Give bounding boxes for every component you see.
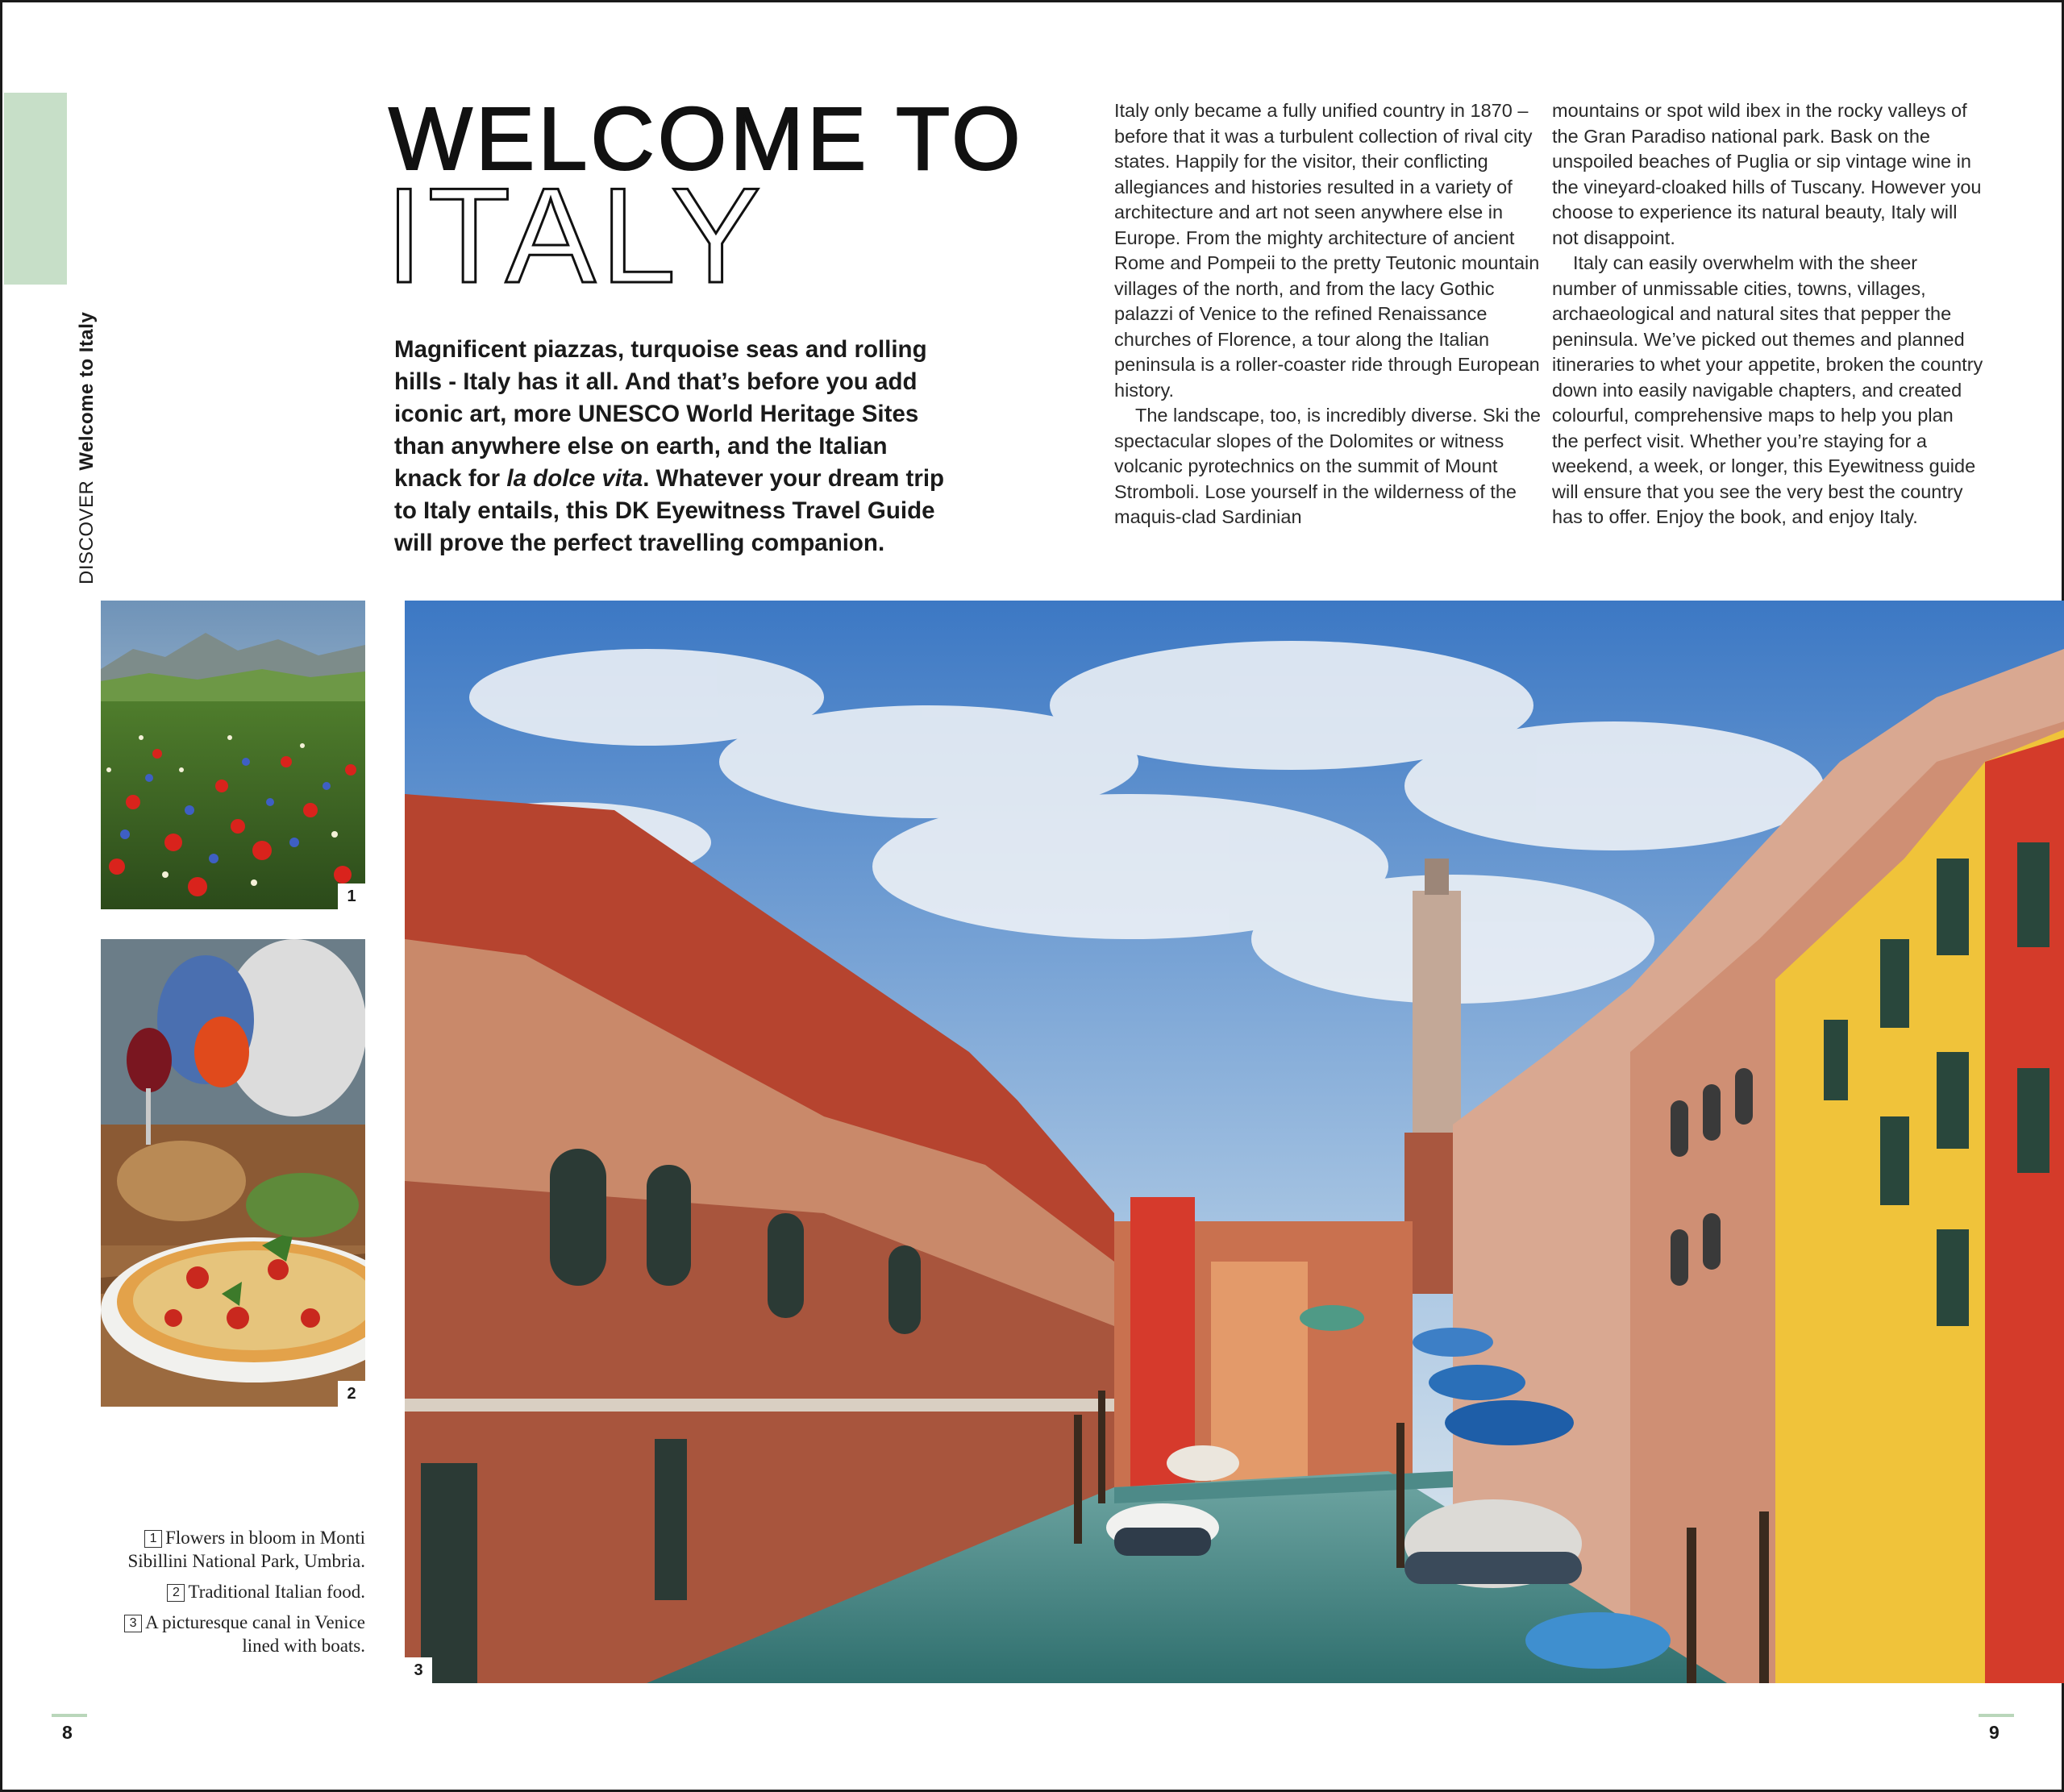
headline-line-1: WELCOME TO — [389, 89, 1024, 189]
body-paragraph-2b: mountains or spot wild ibex in the rocky valleys of the Gran Paradiso national park. Bask on the unspoiled beaches of Puglia or sip vintage wine in the vineyard-cloaked hills of Tuscany. However you choose to experience its natural beauty, Italy will not disappoint. — [1552, 100, 1982, 248]
headline-line-2: ITALY — [385, 160, 766, 311]
folio-bar-left — [52, 1714, 87, 1717]
caption-text-2: Traditional Italian food. — [188, 1582, 365, 1602]
photo-number-3: 3 — [405, 1657, 432, 1683]
caption-number-3: 3 — [124, 1615, 142, 1632]
intro-italic: la dolce vita — [506, 465, 643, 492]
section-name: DISCOVER — [76, 480, 98, 584]
italian-food-photo — [101, 939, 365, 1407]
caption-text-1: Flowers in bloom in Monti Sibillini National Park, Umbria. — [127, 1528, 365, 1571]
section-title: Welcome to Italy — [76, 311, 98, 471]
intro-text-end: . Whatever your dream trip to Italy entails, this DK Eyewitness Travel Guide will prove the perfect travelling companion. — [394, 465, 945, 556]
body-paragraph-1: Italy only became a fully unified country in 1870 – before that it was a turbulent collection of rival city states. Happily for the visitor, their conflicting allegiances and histories resulted in a variety of architecture and art not seen anywhere else in Europe. From the mighty architecture of ancient Rome and Pompeii to the pretty Teutonic mountain villages of the north, and from the lacy Gothic palazzi of Venice to the refined Renaissance churches of Florence, a tour along the Italian peninsula is a roller-coaster ride through European history. — [1114, 100, 1540, 401]
body-column-2 — [1552, 98, 1983, 530]
section-tab — [4, 93, 67, 285]
body-column-1 — [1114, 98, 1546, 530]
caption-number-2: 2 — [167, 1584, 185, 1602]
photo-number-2: 2 — [338, 1381, 365, 1407]
photo-captions — [121, 1526, 365, 1665]
caption-3 — [121, 1611, 365, 1657]
intro-text-start: Magnificent piazzas, turquoise seas and rolling hills - Italy has it all. And that’s before you add iconic art, more UNESCO World Heritage Sites than anywhere else on earth, and the Italian knack for — [394, 336, 927, 492]
caption-text-3: A picturesque canal in Venice lined with boats. — [145, 1612, 365, 1656]
folio-bar-right — [1979, 1714, 2014, 1717]
caption-1 — [121, 1526, 365, 1573]
page-number-left: 8 — [62, 1722, 73, 1743]
section-label — [76, 312, 98, 584]
caption-2 — [121, 1580, 365, 1603]
body-paragraph-2a: The landscape, too, is incredibly diverse. Ski the spectacular slopes of the Dolomites or witness volcanic pyrotechnics on the summit of Mount Stromboli. Lose yourself in the wilderness of the maquis-clad Sardinian — [1114, 405, 1541, 527]
page-number-right: 9 — [1989, 1722, 2000, 1743]
photo-number-1: 1 — [338, 884, 365, 909]
caption-number-1: 1 — [144, 1530, 162, 1548]
body-paragraph-3: Italy can easily overwhelm with the sheer number of unmissable cities, towns, villages, archaeological and natural sites that pepper the peninsula. We’ve picked out themes and planned itineraries to whet your appetite, broken the country down into easily navigable chapters, and created colourful, comprehensive maps to help you plan the perfect visit. Whether you’re staying for a weekend, a week, or longer, this Eyewitness guide will ensure that you see the very best the country has to offer. Enjoy the book, and enjoy Italy. — [1552, 252, 1983, 527]
flower-meadow-photo — [101, 601, 365, 909]
intro-paragraph — [394, 334, 959, 559]
venice-canal-photo — [405, 601, 2064, 1683]
